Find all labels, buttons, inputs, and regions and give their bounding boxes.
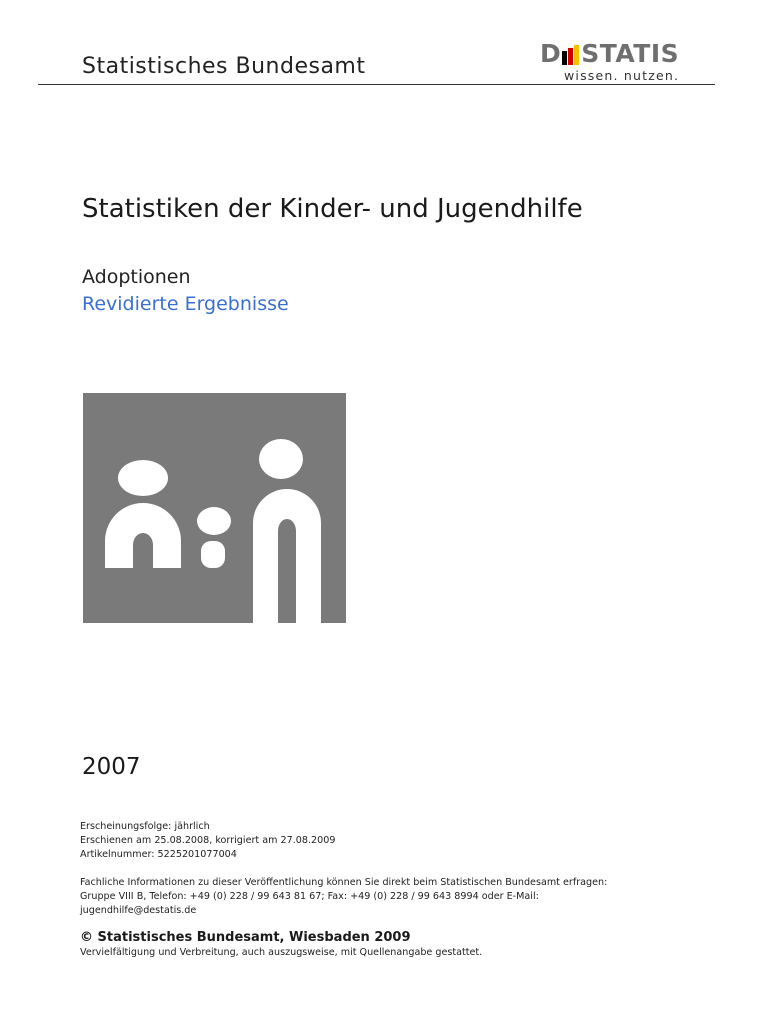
logo-wordmark	[540, 40, 692, 68]
adult-right-head	[259, 439, 303, 479]
document-subtitle-highlight: Revidierte Ergebnisse	[82, 293, 289, 315]
logo-word-right: STATIS	[581, 39, 680, 68]
contact-intro: Fachliche Informationen zu dieser Veröffentlichung können Sie direkt beim Statistischen Bundesamt erfragen:	[80, 877, 608, 888]
logo-word-left: D	[540, 39, 562, 68]
logo-tagline: wissen. nutzen.	[564, 68, 680, 83]
publication-dates: Erschienen am 25.08.2008, korrigiert am 27.08.2009	[80, 835, 336, 846]
copyright-line: © Statistisches Bundesamt, Wiesbaden 2009	[80, 930, 411, 945]
publication-frequency: Erscheinungsfolge: jährlich	[80, 821, 210, 832]
contact-info	[80, 876, 607, 918]
organization-name: Statistisches Bundesamt	[82, 54, 366, 79]
flag-icon	[562, 45, 580, 65]
contact-phone-fax: Gruppe VIII B, Telefon: +49 (0) 228 / 99 643 81 67; Fax: +49 (0) 228 / 99 643 8994 oder E-Mail:	[80, 891, 539, 902]
document-title: Statistiken der Kinder- und Jugendhilfe	[82, 194, 583, 224]
adult-left-head	[118, 460, 168, 496]
child-body	[201, 541, 225, 568]
report-year: 2007	[82, 754, 141, 780]
family-icon	[83, 393, 346, 623]
contact-email: jugendhilfe@destatis.de	[80, 905, 197, 916]
header-divider	[38, 84, 715, 85]
article-number: Artikelnummer: 5225201077004	[80, 849, 237, 860]
document-subtitle: Adoptionen	[82, 266, 191, 288]
publication-info	[80, 820, 335, 862]
child-head	[197, 507, 231, 535]
destatis-logo	[540, 40, 692, 83]
copyright-note: Vervielfältigung und Verbreitung, auch auszugsweise, mit Quellenangabe gestattet.	[80, 947, 483, 958]
